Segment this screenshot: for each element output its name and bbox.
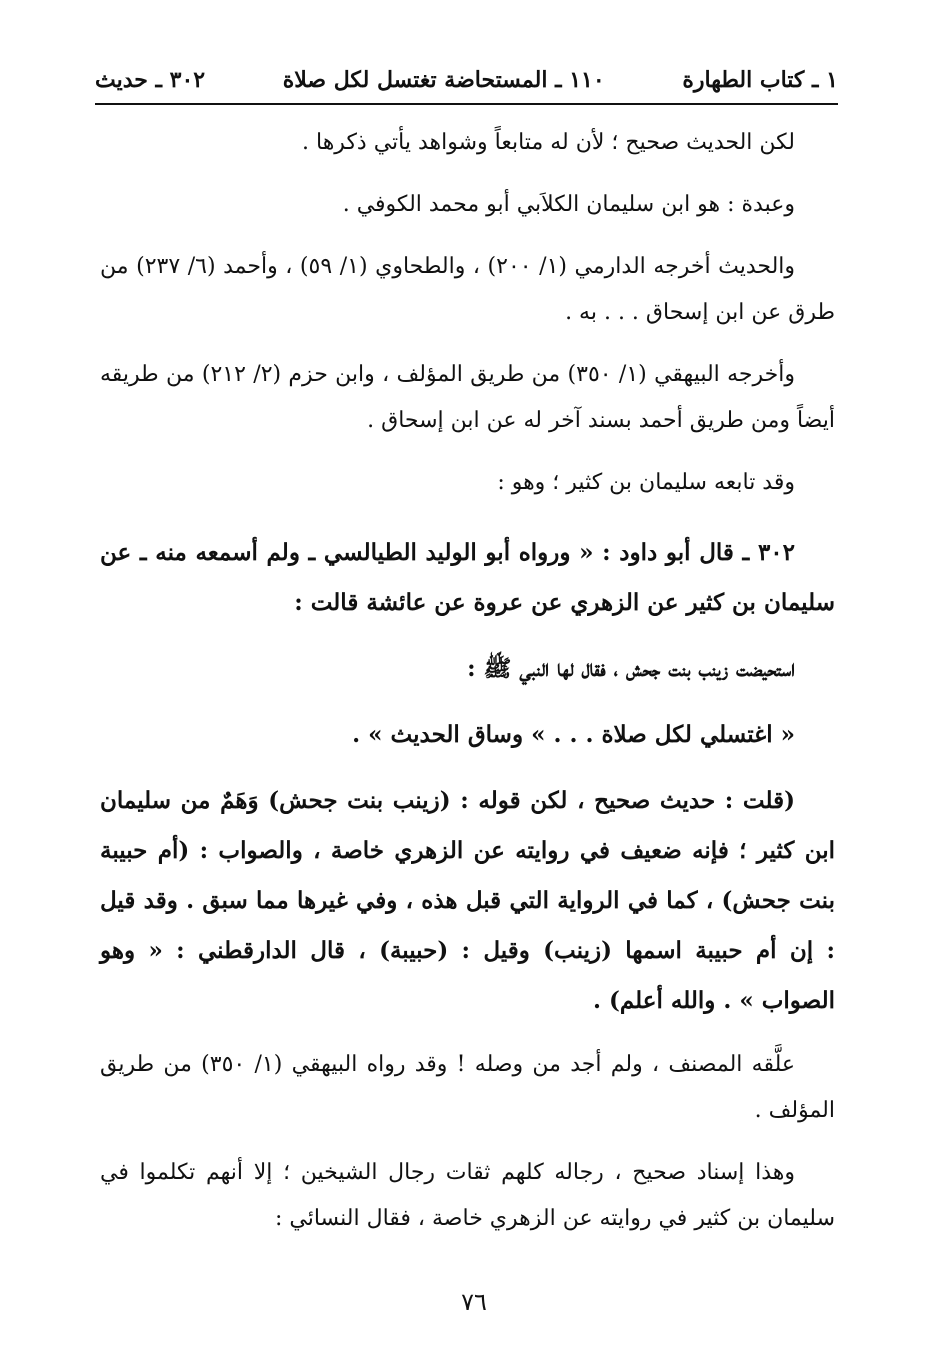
ruling-paragraph: (قلت : حديث صحيح ، لكن قوله : (زينب بنت جحش) وَهَمٌ من سليمان ابن كثير ؛ فإنه ضعيف في روايته عن الزهري خاصة ، والصواب : (أم حبيبة بنت جحش) ، كما في الرواية التي قبل هذه ، وفي غيرها مما سبق . وقد قيل : إن أم حبيبة اسمها (زينب) وقيل : (حبيبة) ، قال الدارقطني : « وهو الصواب » . والله أعلم) . xyxy=(100,787,835,1014)
header-chapter-title: ١١٠ ـ المستحاضة تغتسل لكل صلاة xyxy=(282,67,605,93)
paragraph: وهذا إسناد صحيح ، رجاله كلهم ثقات رجال الشيخين ؛ إلا أنهم تكلموا في سليمان بن كثير في روايته عن الزهري خاصة ، فقال النسائي : xyxy=(100,1160,835,1231)
paragraph: لكن الحديث صحيح ؛ لأن له متابعاً وشواهد يأتي ذكرها . xyxy=(302,130,795,155)
paragraph: وأخرجه البيهقي (١/ ٣٥٠) من طريق المؤلف ، وابن حزم (٢/ ٢١٢) من طريقه أيضاً ومن طريق أحمد بسند آخر له عن ابن إسحاق . xyxy=(100,362,835,433)
header-book-title: ١ ـ كتاب الطهارة xyxy=(682,67,838,93)
hadith-text: استحيضت زينب بنت جحش ، فقال لها النبي ﷺ : xyxy=(467,655,795,682)
running-header xyxy=(95,62,838,98)
paragraph: وقد تابعه سليمان بن كثير ؛ وهو : xyxy=(497,470,795,495)
paragraph: والحديث أخرجه الدارمي (١/ ٢٠٠) ، والطحاوي (١/ ٥٩) ، وأحمد (٦/ ٢٣٧) من طرق عن ابن إسحاق . . . به . xyxy=(100,254,835,325)
page-number: ٧٦ xyxy=(461,1288,487,1316)
hadith-text: ٣٠٢ ـ قال أبو داود : « ورواه أبو الوليد الطيالسي ـ ولم أسمعه منه ـ عن سليمان بن كثير عن الزهري عن عروة عن عائشة قالت : xyxy=(100,539,835,616)
paragraph: علَّقه المصنف ، ولم أجد من وصله ! وقد رواه البيهقي (١/ ٣٥٠) من طريق المؤلف . xyxy=(100,1052,835,1123)
header-hadith-number: ٣٠٢ ـ حديث xyxy=(95,67,206,93)
hadith-text: « اغتسلي لكل صلاة . . . » وساق الحديث » . xyxy=(352,721,795,748)
page-body xyxy=(100,120,835,1258)
paragraph: وعبدة : هو ابن سليمان الكلاَبي أبو محمد الكوفي . xyxy=(342,192,795,217)
header-rule xyxy=(95,103,838,105)
